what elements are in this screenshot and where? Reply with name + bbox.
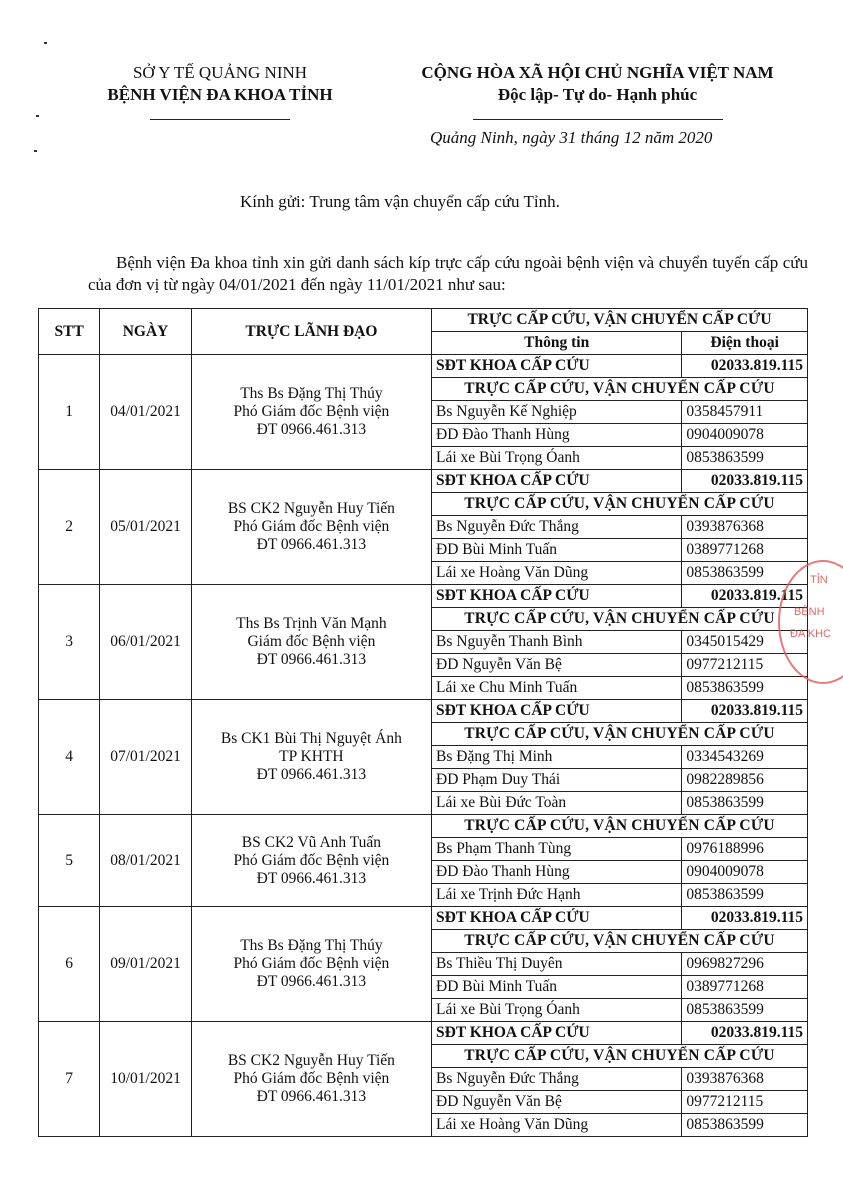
crew-name: ĐD Đào Thanh Hùng [432,861,682,884]
col-stt-header: STT [39,309,100,355]
crew-phone: 0977212115 [682,1091,808,1114]
leader-line: ĐT 0966.461.313 [256,1088,367,1105]
duty-schedule-table [38,308,808,1137]
crew-name: Lái xe Chu Minh Tuấn [432,677,682,700]
hotline-label: SĐT KHOA CẤP CỨU [432,585,682,608]
crew-phone: 0389771268 [682,976,808,999]
crew-phone: 0853863599 [682,884,808,907]
crew-phone: 0977212115 [682,654,808,677]
leader-cell [191,907,431,1022]
stt-cell: 7 [39,1022,100,1137]
leader-line: Phó Giám đốc Bệnh viện [233,955,390,972]
crew-title: TRỰC CẤP CỨU, VẬN CHUYỂN CẤP CỨU [432,493,808,516]
crew-phone: 0976188996 [682,838,808,861]
hotline-number: 02033.819.115 [682,907,808,930]
department-name: SỞ Y TẾ QUẢNG NINH [132,63,308,82]
crew-name: Bs Nguyễn Thanh Bình [432,631,682,654]
table-header-row [39,309,808,332]
leader-line: ĐT 0966.461.313 [256,536,367,553]
leader-line: ĐT 0966.461.313 [256,766,367,783]
crew-name: Lái xe Bùi Trọng Óanh [432,447,682,470]
stamp-text: ĐA KHC [790,628,831,640]
motto: Độc lập- Tự do- Hạnh phúc [497,85,698,104]
table-row [39,355,808,378]
date-cell: 06/01/2021 [100,585,191,700]
leader-line: ĐT 0966.461.313 [256,973,367,990]
crew-name: Lái xe Hoàng Văn Dũng [432,1114,682,1137]
leader-cell [191,355,431,470]
table-row [39,815,808,838]
crew-name: Bs Đặng Thị Minh [432,746,682,769]
stamp-text: BỆNH [794,606,825,618]
hotline-label: SĐT KHOA CẤP CỨU [432,700,682,723]
leader-cell [191,815,431,907]
crew-name: ĐD Đào Thanh Hùng [432,424,682,447]
leader-line: ĐT 0966.461.313 [256,651,367,668]
col-date-header: NGÀY [100,309,191,355]
crew-name: Lái xe Bùi Trọng Óanh [432,999,682,1022]
date-cell: 10/01/2021 [100,1022,191,1137]
crew-title: TRỰC CẤP CỨU, VẬN CHUYỂN CẤP CỨU [432,930,808,953]
table-row [39,585,808,608]
leader-line: BS CK2 Vũ Anh Tuấn [241,833,382,851]
leader-line: Phó Giám đốc Bệnh viện [233,518,390,535]
col-leader-header: TRỰC LÃNH ĐẠO [191,309,431,355]
date-cell: 04/01/2021 [100,355,191,470]
scan-speck [44,42,47,44]
crew-phone: 0904009078 [682,861,808,884]
crew-phone: 0853863599 [682,999,808,1022]
hotline-number: 02033.819.115 [682,355,808,378]
crew-name: Bs Thiều Thị Duyên [432,953,682,976]
crew-phone: 0853863599 [682,792,808,815]
hotline-number: 02033.819.115 [682,585,808,608]
crew-name: Lái xe Trịnh Đức Hạnh [432,884,682,907]
col-info-header: Thông tin [432,332,682,355]
scan-speck [34,150,37,152]
national-motto-header [370,62,825,120]
hotline-number: 02033.819.115 [682,700,808,723]
leader-cell [191,700,431,815]
crew-name: Bs Nguyễn Đức Thắng [432,1068,682,1091]
divider [473,119,723,120]
crew-phone: 0904009078 [682,424,808,447]
crew-name: ĐD Nguyễn Văn Bệ [432,1091,682,1114]
leader-line: BS CK2 Nguyễn Huy Tiến [227,1052,395,1069]
leader-line: TP KHTH [279,748,344,765]
crew-title: TRỰC CẤP CỨU, VẬN CHUYỂN CẤP CỨU [432,1045,808,1068]
crew-phone: 0358457911 [682,401,808,424]
leader-cell [191,585,431,700]
crew-name: Lái xe Bùi Đức Toàn [432,792,682,815]
hotline-number: 02033.819.115 [682,470,808,493]
leader-line: Giám đốc Bệnh viện [247,633,376,650]
divider [150,119,290,120]
stt-cell: 5 [39,815,100,907]
stt-cell: 1 [39,355,100,470]
leader-line: BS CK2 Nguyễn Huy Tiến [227,500,395,517]
crew-phone: 0853863599 [682,677,808,700]
hospital-name: BỆNH VIỆN ĐA KHOA TỈNH [107,85,333,104]
table-row [39,700,808,723]
table-row [39,1022,808,1045]
leader-line: Ths Bs Đặng Thị Thúy [240,385,383,402]
crew-phone: 0969827296 [682,953,808,976]
leader-line: Ths Bs Trịnh Văn Mạnh [236,615,387,632]
crew-phone: 0393876368 [682,1068,808,1091]
intro-paragraph: Bệnh viện Đa khoa tỉnh xin gửi danh sách kíp trực cấp cứu ngoài bệnh viện và chuyển tuyến cấp cứu của đơn vị từ ngày 04/01/2021 đến ngày 11/01/2021 như sau: [88,253,808,294]
crew-title: TRỰC CẤP CỨU, VẬN CHUYỂN CẤP CỨU [432,815,808,838]
table-row [39,470,808,493]
crew-phone: 0853863599 [682,562,808,585]
hotline-label: SĐT KHOA CẤP CỨU [432,1022,682,1045]
hotline-number: 02033.819.115 [682,1022,808,1045]
crew-phone: 0853863599 [682,447,808,470]
leader-cell [191,470,431,585]
date-cell: 05/01/2021 [100,470,191,585]
crew-name: ĐD Phạm Duy Thái [432,769,682,792]
table-row [39,907,808,930]
leader-line: Ths Bs Đặng Thị Thúy [240,937,383,954]
date-cell: 09/01/2021 [100,907,191,1022]
crew-name: ĐD Nguyễn Văn Bệ [432,654,682,677]
crew-phone: 0345015429 [682,631,808,654]
country-name: CỘNG HÒA XÃ HỘI CHỦ NGHĨA VIỆT NAM [421,63,774,82]
hotline-label: SĐT KHOA CẤP CỨU [432,355,682,378]
stt-cell: 2 [39,470,100,585]
crew-title: TRỰC CẤP CỨU, VẬN CHUYỂN CẤP CỨU [432,723,808,746]
recipient-line: Kính gửi: Trung tâm vận chuyển cấp cứu Tỉnh. [240,192,560,211]
document-date: Quảng Ninh, ngày 31 tháng 12 năm 2020 [430,128,713,147]
crew-phone: 0393876368 [682,516,808,539]
crew-name: Bs Nguyễn Kế Nghiệp [432,401,682,424]
leader-line: Bs CK1 Bùi Thị Nguyệt Ánh [220,730,402,747]
stt-cell: 4 [39,700,100,815]
crew-phone: 0853863599 [682,1114,808,1137]
stt-cell: 3 [39,585,100,700]
crew-name: Bs Phạm Thanh Tùng [432,838,682,861]
date-cell: 07/01/2021 [100,700,191,815]
organization-header [60,62,380,120]
leader-line: ĐT 0966.461.313 [256,421,367,438]
scan-speck [36,115,39,117]
hotline-label: SĐT KHOA CẤP CỨU [432,470,682,493]
leader-line: Phó Giám đốc Bệnh viện [233,1070,390,1087]
stamp-text: TỈN [810,574,828,586]
stt-cell: 6 [39,907,100,1022]
crew-name: Lái xe Hoàng Văn Dũng [432,562,682,585]
leader-cell [191,1022,431,1137]
crew-name: ĐD Bùi Minh Tuấn [432,539,682,562]
leader-line: ĐT 0966.461.313 [256,869,367,887]
crew-phone: 0334543269 [682,746,808,769]
crew-title: TRỰC CẤP CỨU, VẬN CHUYỂN CẤP CỨU [432,378,808,401]
crew-name: Bs Nguyễn Đức Thắng [432,516,682,539]
crew-name: ĐD Bùi Minh Tuấn [432,976,682,999]
leader-line: Phó Giám đốc Bệnh viện [233,403,390,420]
hotline-label: SĐT KHOA CẤP CỨU [432,907,682,930]
col-phone-header: Điện thoại [682,332,808,355]
col-group-header: TRỰC CẤP CỨU, VẬN CHUYỂN CẤP CỨU [432,309,808,332]
crew-title: TRỰC CẤP CỨU, VẬN CHUYỂN CẤP CỨU [432,608,808,631]
date-cell: 08/01/2021 [100,815,191,907]
crew-phone: 0982289856 [682,769,808,792]
crew-phone: 0389771268 [682,539,808,562]
leader-line: Phó Giám đốc Bệnh viện [233,851,390,869]
